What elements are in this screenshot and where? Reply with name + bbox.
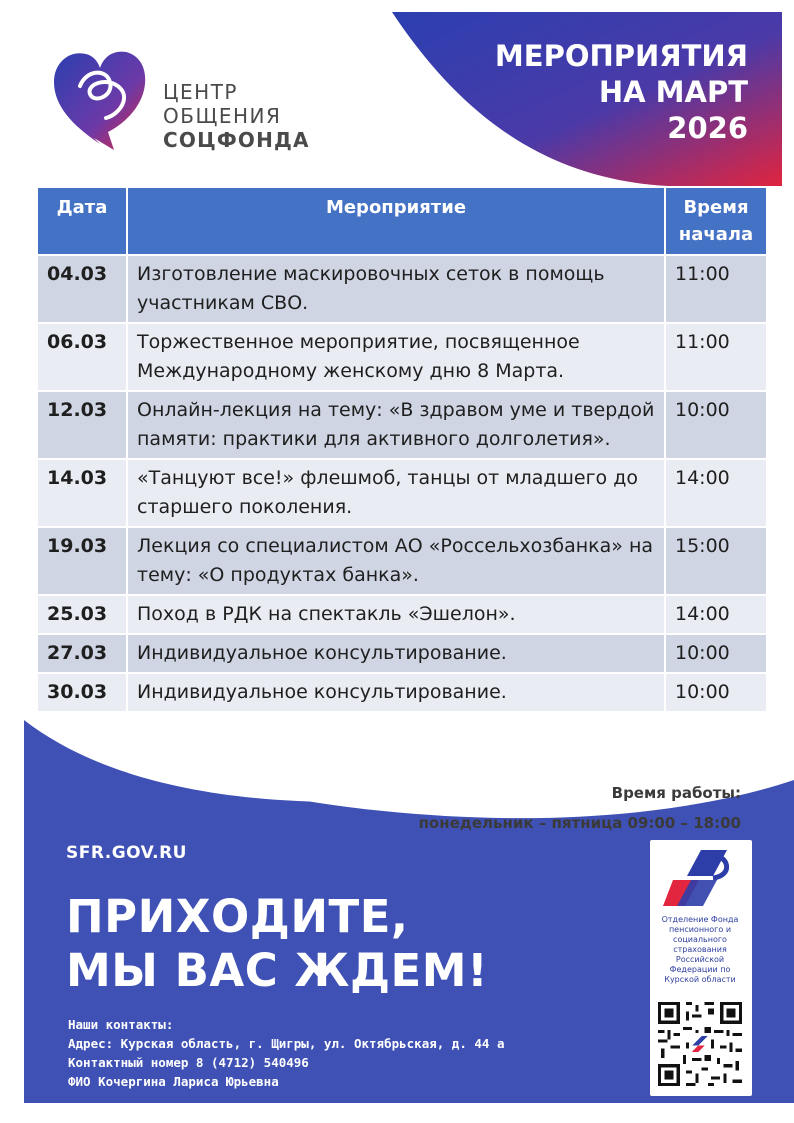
header-date: Дата xyxy=(37,187,127,255)
table-row xyxy=(37,673,767,712)
header-time: Время начала xyxy=(665,187,767,255)
contacts-block xyxy=(68,1015,505,1091)
work-hours xyxy=(419,778,741,838)
row-time: 14:00 xyxy=(665,459,767,527)
slogan-line-2: МЫ ВАС ЖДЕМ! xyxy=(66,944,489,997)
title-line-1: МЕРОПРИЯТИЯ xyxy=(494,39,748,73)
logo-line-1: ЦЕНТР xyxy=(163,80,238,104)
site-link[interactable]: SFR.GOV.RU xyxy=(66,843,187,863)
title-line-2: НА МАРТ xyxy=(598,75,748,109)
row-time: 10:00 xyxy=(665,634,767,673)
logo-line-3: СОЦФОНДА xyxy=(163,128,310,152)
contacts-phone: Контактный номер 8 (4712) 540496 xyxy=(68,1055,309,1070)
row-time: 15:00 xyxy=(665,527,767,595)
row-event: Изготовление маскировочных сеток в помощь участникам СВО. xyxy=(127,255,665,323)
row-event: Поход в РДК на спектакль «Эшелон». xyxy=(127,595,665,634)
row-date: 14.03 xyxy=(37,459,127,527)
header-event: Мероприятие xyxy=(127,187,665,255)
row-date: 12.03 xyxy=(37,391,127,459)
work-hours-label: Время работы: xyxy=(611,784,741,802)
row-time: 11:00 xyxy=(665,323,767,391)
row-time: 11:00 xyxy=(665,255,767,323)
row-date: 30.03 xyxy=(37,673,127,712)
table-row xyxy=(37,323,767,391)
logo-line-2: ОБЩЕНИЯ xyxy=(163,104,282,128)
table-row xyxy=(37,595,767,634)
events-table xyxy=(36,186,768,713)
row-time: 10:00 xyxy=(665,673,767,712)
org-line: Курской области xyxy=(664,975,736,984)
heart-logo-icon xyxy=(50,46,150,156)
row-time: 14:00 xyxy=(665,595,767,634)
contacts-address: Адрес: Курская область, г. Щигры, ул. Октябрьская, д. 44 а xyxy=(68,1036,505,1051)
row-event: Индивидуальное консультирование. xyxy=(127,673,665,712)
row-event: Торжественное мероприятие, посвященное Международному женскому дню 8 Марта. xyxy=(127,323,665,391)
sfr-org-name xyxy=(650,915,750,985)
org-line: Отделение Фонда xyxy=(661,915,739,924)
table-row xyxy=(37,391,767,459)
row-date: 06.03 xyxy=(37,323,127,391)
table-header-row xyxy=(37,187,767,255)
org-line: Российской xyxy=(675,955,725,964)
table-row xyxy=(37,459,767,527)
slogan-line-1: ПРИХОДИТЕ, xyxy=(66,890,409,943)
org-line: социального xyxy=(673,935,727,944)
table-row xyxy=(37,255,767,323)
row-date: 19.03 xyxy=(37,527,127,595)
row-time: 10:00 xyxy=(665,391,767,459)
row-event: Индивидуальное консультирование. xyxy=(127,634,665,673)
page-title xyxy=(428,38,748,146)
contacts-title: Наши контакты: xyxy=(68,1017,174,1032)
org-line: пенсионного и xyxy=(668,925,732,934)
work-hours-value: понедельник – пятница 09:00 – 18:00 xyxy=(418,814,741,832)
row-event: Лекция со специалистом АО «Россельхозбанка» на тему: «О продуктах банка». xyxy=(127,527,665,595)
row-date: 25.03 xyxy=(37,595,127,634)
contacts-person: ФИО Кочергина Лариса Юрьевна xyxy=(68,1074,279,1089)
row-date: 27.03 xyxy=(37,634,127,673)
table-row xyxy=(37,634,767,673)
logo-text xyxy=(163,80,310,152)
row-date: 04.03 xyxy=(37,255,127,323)
slogan xyxy=(66,890,488,998)
org-line: Федерации по xyxy=(669,965,731,974)
qr-code-icon[interactable] xyxy=(655,999,745,1089)
title-line-3: 2026 xyxy=(667,111,748,145)
org-line: страхования xyxy=(673,945,727,954)
table-row xyxy=(37,527,767,595)
sfr-logo-icon xyxy=(663,846,739,910)
row-event: «Танцуют все!» флешмоб, танцы от младшего до старшего поколения. xyxy=(127,459,665,527)
row-event: Онлайн-лекция на тему: «В здравом уме и твердой памяти: практики для активного долголетия». xyxy=(127,391,665,459)
